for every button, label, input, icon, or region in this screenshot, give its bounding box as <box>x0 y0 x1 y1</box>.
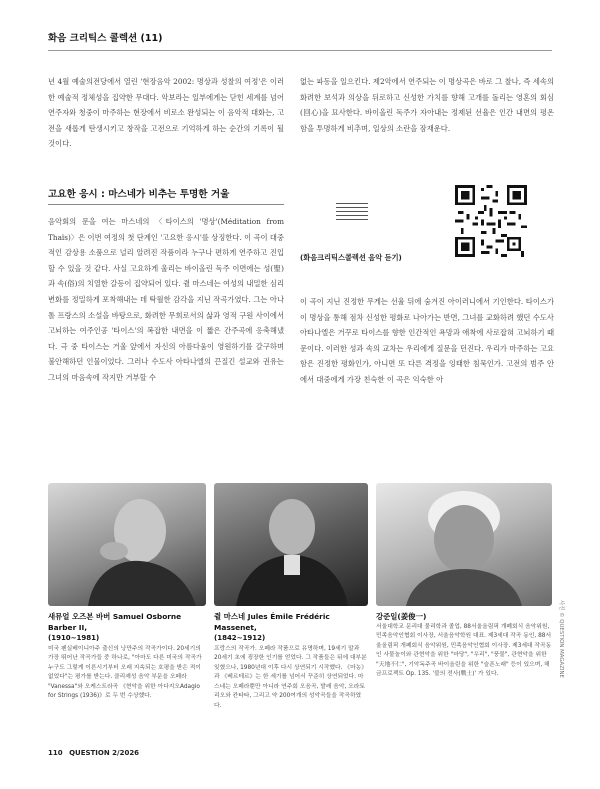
section-subheading: 고요한 응시 : 마스네가 비추는 투명한 거울 <box>48 189 230 200</box>
photo-credit: 사진 © QUESTION MAGAZINE <box>558 600 564 678</box>
article-paragraph-col1-main: 음악회의 문을 여는 마스네의 〈타이스의 '명상'(Méditation from Thaïs)〉은 이번 여정의 첫 단계인 '고요한 응시'를 상징한다. 이 곡이 대중적인 감상용 소품으로 널리 알려진 작품이라 누구나 편하게 연주하고 진입할 수 있을 것 같다. 사실 고요하게 울리는 바이올린 독주 이면에는 성(聖)과 속(俗)의 치열한 갈등이 집약되어 있다. 쥘 마스네는 여성의 내밀한 심리 변화를 정밀하게 포착해내는 데 탁월한 감각을 지닌 작곡가였다. 그는 아나톨 프랑스의 소설을 바탕으로, 화려한 무희로서의 삶과 영적 구원 사이에서 고뇌하는 여주인공 '타이스'의 복잡한 내면을 이 짧은 간주곡에 응축해냈다. 극 중 타이스는 거울 앞에서 자신의 아름다움이 영원하기를 갈구하며 불안해하던 인물이었다. 그러나 수도사 아타나엘의 끈질긴 설교와 권유는 그녀의 마음속에 작지만 거부할 수 <box>48 217 284 382</box>
caption-name: 강준일(姜俊一) <box>376 612 427 621</box>
caption-massenet <box>214 612 368 711</box>
qr-caption: (화음크리틱스콜렉션 음악 듣기) <box>300 253 402 262</box>
portrait-silhouette-icon <box>214 483 368 606</box>
subheading-rule <box>48 204 284 205</box>
caption-body: 서울대학교 문리대 물리학과 졸업, 88서울올림픽 개폐회식 음악위원, 민족음악인협회 이사장, 서울음악학원 대표. 제3세대 작곡 동인, 88서울올림픽 개폐회식 음악위원, 민족음악인협회 이사장. 제3세대 작곡동인 사물놀이와 관현악을 위한 "마당", "우리", "풍물", 관현악을 위한 "天地不仁", 기악독주곡 바이올린을 위한 "슬픈노래" 등이 있으며, 해금프로젝트 Op. 135. '불의 전사(戰士)' 가 있다. <box>376 623 552 677</box>
music-staff-icon <box>336 203 368 223</box>
caption-body: 미국 펜실베이니아주 출신의 낭만주의 작곡가이다. 20세기의 가장 뛰어난 작곡가들 중 하나로, "아마도 다른 미국의 작곡가 누구도 그렇게 이른시기부터 오래 지속되는 호평을 받은 적이 없었다"는 평가를 받는다. 클리셰성 음악 부문을 오페라 "Vanessa"와 오케스트라곡 《현악을 위한 아다지오Adagio for Strings (1936)》로 두 번 수상했다. <box>48 645 202 699</box>
portrait-silhouette-icon <box>48 483 206 606</box>
caption-lifespan: (1910~1981) <box>48 634 100 642</box>
page-header-title: 화음 크리틱스 콜렉션 (11) <box>48 33 163 44</box>
portrait-silhouette-icon <box>376 483 552 606</box>
header-rule <box>48 50 552 51</box>
article-paragraph-col1-intro: 년 4월 예술의전당에서 열린 '현장음악 2002: 명상과 성찰의 여정'은 이러한 예술적 정체성을 집약한 무대다. 악보라는 일부에게는 닫힌 세계를 넘어 연주자와 청중이 마주하는 현장에서 비로소 완성되는 이 음악적 대화는, 고전을 새롭게 탄생시키고 창작을 고전으로 기억하게 하는 순간의 기록이 될 것이다. <box>48 77 284 149</box>
page-footer <box>48 749 139 757</box>
caption-name: 쥘 마스네 Jules Émile Frédéric Massenet, <box>214 612 330 632</box>
portrait-photo-barber <box>48 483 206 606</box>
caption-name: 새뮤얼 오즈본 바버 Samuel Osborne Barber II, <box>48 612 182 632</box>
article-paragraph-col2-main: 이 곡이 지닌 진정한 무게는 선율 뒤에 숨겨진 아이러니에서 기인한다. 타이스가 이 명상을 통해 점차 신성한 평화로 나아가는 반면, 그녀를 교화하려 했던 수도사 아타나엘은 거꾸로 타이스를 향한 인간적인 욕망과 애착에 사로잡혀 고뇌하기 때문이다. 이러한 성과 속의 교차는 우리에게 질문을 던진다. 우리가 마주하는 고요함은 진정한 평화인가, 아니면 또 다른 격정을 잉태한 침묵인가. 고전의 범주 안에서 대중에게 가장 친숙한 이 곡은 익숙한 아 <box>300 297 554 384</box>
caption-lifespan: (1842~1912) <box>214 634 266 642</box>
qr-code-icon[interactable] <box>455 185 527 257</box>
page-number: 110 <box>48 749 63 757</box>
portrait-photo-massenet <box>214 483 368 606</box>
article-paragraph-col2-intro: 없는 파동을 일으킨다. 제2악에서 연주되는 이 명상곡은 바로 그 찰나, 즉 세속의 화려한 보석과 의상을 뒤로하고 신성한 가치를 향해 고개를 돌리는 영혼의 회심(回心)을 묘사한다. 바이올린 독주가 자아내는 정제된 선율은 인간 내면의 평온함을 투명하게 비추며, 일상의 소란을 잠재운다. <box>300 77 554 133</box>
caption-body: 프랑스의 작곡가. 오페라 작품으로 유명하며, 19세기 말과 20세기 초에 굉장한 인기를 얻었다. 그 작품들은 뒤에 대부분 잊혔으나, 1980년대 이후 다시 상연되기 시작했다. 《마농》과 《베르테르》는 한 세기를 넘어서 꾸준히 상연되었다. 마스네는 오페라뿐만 아니라 연주회 오음곡, 발레 음악, 오라토리오와 칸타타, 그리고 약 200여개의 성악곡들을 작곡하였다. <box>214 645 368 709</box>
magazine-issue: QUESTION 2/2026 <box>69 749 140 757</box>
portrait-photo-kang <box>376 483 552 606</box>
caption-barber <box>48 612 206 702</box>
caption-kang <box>376 612 552 680</box>
